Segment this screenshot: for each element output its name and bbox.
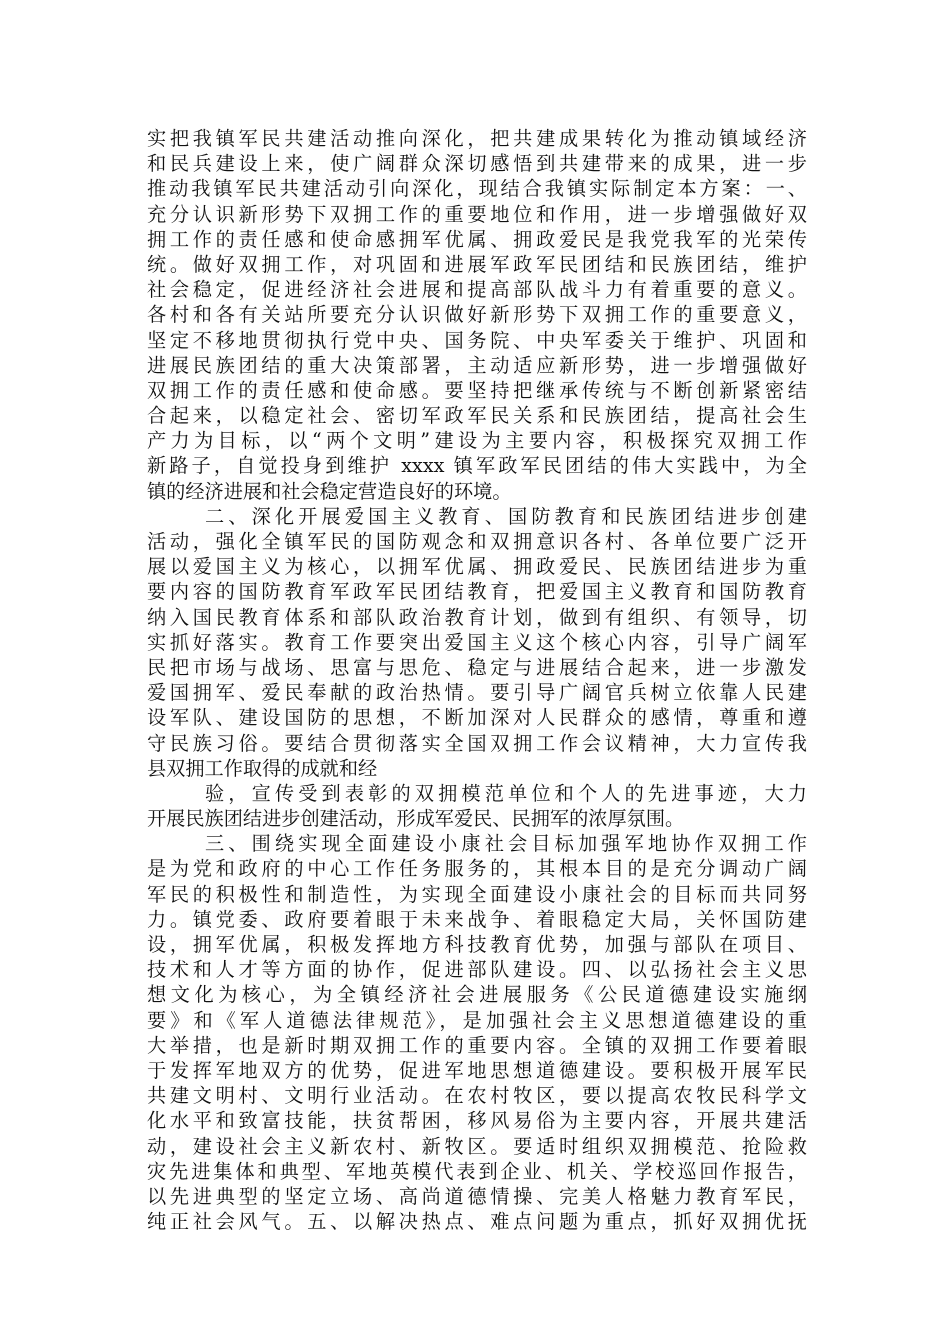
text-line: 灾先进集体和典型、军地英模代表到企业、机关、学校巡回作报告， <box>147 1159 807 1183</box>
text-line: 纯正社会风气。五、以解决热点、难点问题为重点，抓好双拥优抚 <box>147 1210 807 1234</box>
text-line: 社会稳定，促进经济社会进展和提高部队战斗力有着重要的意义。 <box>147 278 807 302</box>
text-line: 要内容的国防教育军政军民团结教育，把爱国主义教育和国防教育 <box>147 580 807 604</box>
text-line: 设军队、建设国防的思想，不断加深对人民群众的感情，尊重和遵 <box>147 706 807 730</box>
text-line: 动，建设社会主义新农村、新牧区。要适时组织双拥模范、抢险救 <box>147 1134 807 1158</box>
text-line: 坚定不移地贯彻执行党中央、国务院、中央军委关于维护、巩固和 <box>147 328 807 352</box>
text-line: 新路子，自觉投身到维护 xxxx 镇军政军民团结的伟大实践中，为全 <box>147 454 807 478</box>
document-body <box>147 126 807 1234</box>
text-line: 力。镇党委、政府要着眼于未来战争、着眼稳定大局，关怀国防建 <box>147 907 807 931</box>
text-line: 统。做好双拥工作，对巩固和进展军政军民团结和民族团结，维护 <box>147 252 807 276</box>
text-line: 进展民族团结的重大决策部署，主动适应新形势，进一步增强做好 <box>147 353 807 377</box>
text-line: 产力为目标，以“两个文明”建设为主要内容，积极探究双拥工作 <box>147 429 807 453</box>
text-line: 各村和各有关站所要充分认识做好新形势下双拥工作的重要意义， <box>147 303 807 327</box>
text-line: 化水平和致富技能，扶贫帮困，移风易俗为主要内容，开展共建活 <box>147 1109 807 1133</box>
text-line: 军民的积极性和制造性，为实现全面建设小康社会的目标而共同努 <box>147 882 807 906</box>
text-line: 展以爱国主义为核心，以拥军优属、拥政爱民、民族团结进步为重 <box>147 555 807 579</box>
text-line: 技术和人才等方面的协作，促进部队建设。四、以弘扬社会主义思 <box>147 958 807 982</box>
text-line: 共建文明村、文明行业活动。在农村牧区，要以提高农牧民科学文 <box>147 1084 807 1108</box>
text-line: 大举措，也是新时期双拥工作的重要内容。全镇的双拥工作要着眼 <box>147 1033 807 1057</box>
text-line: 镇的经济进展和社会稳定营造良好的环境。 <box>147 479 512 503</box>
text-line: 县双拥工作取得的成就和经 <box>147 756 378 780</box>
text-line: 双拥工作的责任感和使命感。要坚持把继承传统与不断创新紧密结 <box>147 378 807 402</box>
text-line: 验，宣传受到表彰的双拥模范单位和个人的先进事迹，大力 <box>205 781 807 805</box>
text-line: 活动，强化全镇军民的国防观念和双拥意识各村、各单位要广泛开 <box>147 530 807 553</box>
text-line: 设，拥军优属，积极发挥地方科技教育优势，加强与部队在项目、 <box>147 933 807 956</box>
text-line: 开展民族团结进步创建活动，形成军爱民、民拥军的浓厚氛围。 <box>147 807 685 831</box>
text-line: 纳入国民教育体系和部队政治教育计划，做到有组织、有领导，切 <box>147 605 807 629</box>
text-line: 合起来，以稳定社会、密切军政军民关系和民族团结，提高社会生 <box>147 404 807 428</box>
text-line: 充分认识新形势下双拥工作的重要地位和作用，进一步增强做好双 <box>147 202 807 226</box>
text-line: 实抓好落实。教育工作要突出爱国主义这个核心内容，引导广阔军 <box>147 630 807 654</box>
text-line: 拥工作的责任感和使命感拥军优属、拥政爱民是我党我军的光荣传 <box>147 227 807 251</box>
text-line: 于发挥军地双方的优势，促进军地思想道德建设。要积极开展军民 <box>147 1058 807 1082</box>
text-line: 是为党和政府的中心工作任务服务的，其根本目的是充分调动广阔 <box>147 857 807 881</box>
text-line: 民把市场与战场、思富与思危、稳定与进展结合起来，进一步激发 <box>147 655 807 679</box>
text-line: 推动我镇军民共建活动引向深化，现结合我镇实际制定本方案：一、 <box>147 177 807 201</box>
text-line: 三、围绕实现全面建设小康社会目标加强军地协作双拥工作 <box>205 832 807 856</box>
text-line: 和民兵建设上来，使广阔群众深切感悟到共建带来的成果，进一步 <box>147 152 807 176</box>
text-line: 想文化为核心，为全镇经济社会进展服务《公民道德建设实施纲 <box>147 983 807 1007</box>
text-line: 守民族习俗。要结合贯彻落实全国双拥工作会议精神，大力宣传我 <box>147 731 807 755</box>
text-line: 要》和《军人道德法律规范》，是加强社会主义思想道德建设的重 <box>147 1008 807 1032</box>
text-line: 实把我镇军民共建活动推向深化，把共建成果转化为推动镇域经济 <box>147 127 807 150</box>
text-line: 二、深化开展爱国主义教育、国防教育和民族团结进步创建 <box>205 504 807 528</box>
text-line: 爱国拥军、爱民奉献的政治热情。要引导广阔官兵树立依靠人民建 <box>147 681 807 705</box>
text-line: 以先进典型的坚定立场、高尚道德情操、完美人格魅力教育军民， <box>147 1184 807 1208</box>
